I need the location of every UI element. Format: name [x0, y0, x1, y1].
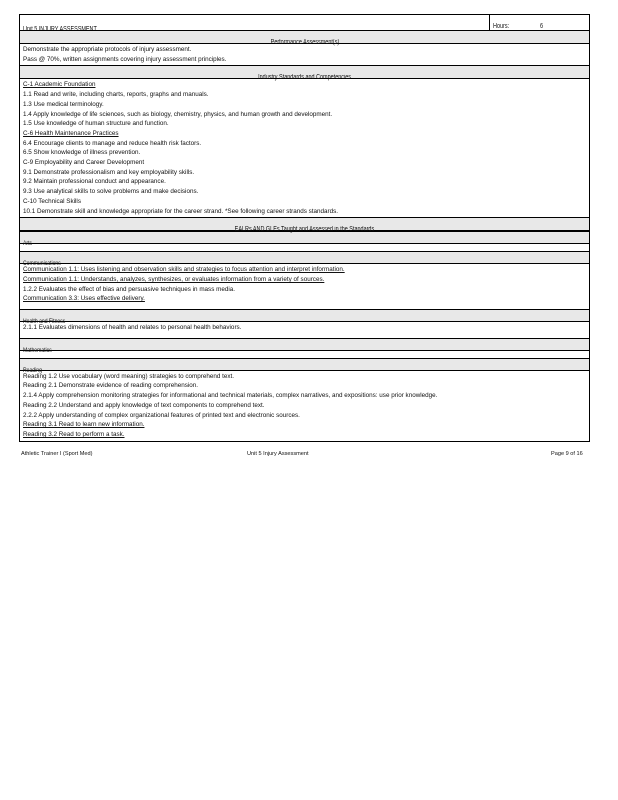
subject-name: Reading	[23, 366, 42, 374]
subject-standards	[19, 371, 590, 441]
subject-heading	[19, 251, 590, 268]
industry-standards-section	[19, 79, 590, 217]
standard-line: 10.1 Demonstrate skill and knowledge appropriate for the career strand. *See following career strands standards.	[23, 207, 339, 215]
standard-line: C-1 Academic Foundation	[23, 81, 96, 89]
footer-page: Page 9 of 16	[551, 451, 583, 457]
standard-line: 9.2 Maintain professional conduct and appearance.	[23, 178, 166, 186]
footer-course: Athletic Trainer I (Sport Med)	[21, 451, 93, 457]
subject-heading	[19, 309, 590, 326]
subject-standard-line: 2.1.1 Evaluates dimensions of health and relates to personal health behaviors.	[23, 324, 242, 332]
unit-header-row	[19, 14, 590, 30]
performance-assessment-heading	[19, 30, 590, 44]
page-footer	[21, 451, 588, 461]
subject-standards	[19, 322, 590, 334]
subject-standard-line: Communication 1.1: Uses listening and observation skills and strategies to focus attention and interpret information.	[23, 266, 345, 274]
subject-heading	[19, 358, 590, 374]
ealrs-title: EALRs AND GLEs Taught and Assessed in the Standards	[234, 226, 375, 234]
subject-standards	[19, 264, 590, 305]
ealrs-subjects	[19, 231, 590, 441]
subject-standard-line: Reading 1.2 Use vocabulary (word meaning) strategies to comprehend text.	[23, 372, 235, 380]
standard-line: 6.4 Encourage clients to manage and reduce health risk factors.	[23, 139, 202, 147]
subject-standard-line: Communication 1.1: Understands, analyzes, synthesizes, or evaluates information from a variety of sources.	[23, 275, 325, 283]
performance-assessment-title: Performance Assessment(s)	[270, 39, 339, 46]
standard-line: 9.3 Use analytical skills to solve problems and make decisions.	[23, 188, 199, 196]
hours-label: Hours:	[493, 23, 510, 30]
subject-standard-line: Communication 3.3: Uses effective delivery.	[23, 295, 145, 303]
subject-name: Communications	[23, 260, 61, 268]
subject-standard-line: Reading 2.1 Demonstrate evidence of reading comprehension.	[23, 382, 199, 390]
subject-standard-line: Reading 3.2 Read to perform a task.	[23, 430, 125, 438]
subject-standard-line: Reading 2.2 Understand and apply knowledge of text components to comprehend text.	[23, 401, 265, 409]
standard-line: 1.5 Use knowledge of human structure and function.	[23, 120, 169, 128]
industry-standards-heading	[19, 65, 590, 82]
subject-standard-line: 1.2.2 Evaluates the effect of bias and persuasive techniques in mass media.	[23, 285, 236, 293]
table-bottom-rule	[19, 441, 590, 442]
standard-line: C-9 Employability and Career Development	[23, 159, 145, 167]
performance-line: Pass @ 70%, written assignments covering injury assessment principles.	[23, 55, 227, 63]
standard-line: C-6 Health Maintenance Practices	[23, 129, 119, 137]
hours-cell	[489, 15, 544, 30]
subject-name: Health and Fitness	[23, 318, 66, 326]
standard-line: 6.5 Show knowledge of illness prevention.	[23, 149, 141, 157]
standard-line: 9.1 Demonstrate professionalism and key employability skills.	[23, 168, 195, 176]
subject-standard-line: 2.2.2 Apply understanding of complex organizational features of printed text and electronic sources.	[23, 411, 300, 419]
performance-line: Demonstrate the appropriate protocols of injury assessment.	[23, 46, 192, 53]
ealrs-heading	[19, 217, 590, 234]
subject-heading	[19, 338, 590, 354]
subject-name: Arts	[23, 240, 33, 248]
footer-unit: Unit 5 Injury Assessment	[247, 451, 309, 457]
hours-value: 6	[540, 23, 544, 30]
standard-line: 1.1 Read and write, including charts, reports, graphs and manuals.	[23, 91, 209, 99]
standard-line: C-10 Technical Skills	[23, 197, 81, 205]
subject-name: Mathematics	[23, 346, 52, 354]
standard-line: 1.4 Apply knowledge of life sciences, such as biology, chemistry, physics, and human growth and development.	[23, 110, 333, 118]
document	[19, 14, 590, 442]
subject-standard-line: 2.1.4 Apply comprehension monitoring strategies for informational and technical materials, complex narratives, and expositions: use prior knowledge.	[23, 392, 438, 400]
standard-line: 1.3 Use medical terminology.	[23, 100, 104, 108]
subject-standard-line: Reading 3.1 Read to learn new information.	[23, 421, 145, 429]
industry-standards-title: Industry Standards and Competencies	[258, 74, 351, 82]
